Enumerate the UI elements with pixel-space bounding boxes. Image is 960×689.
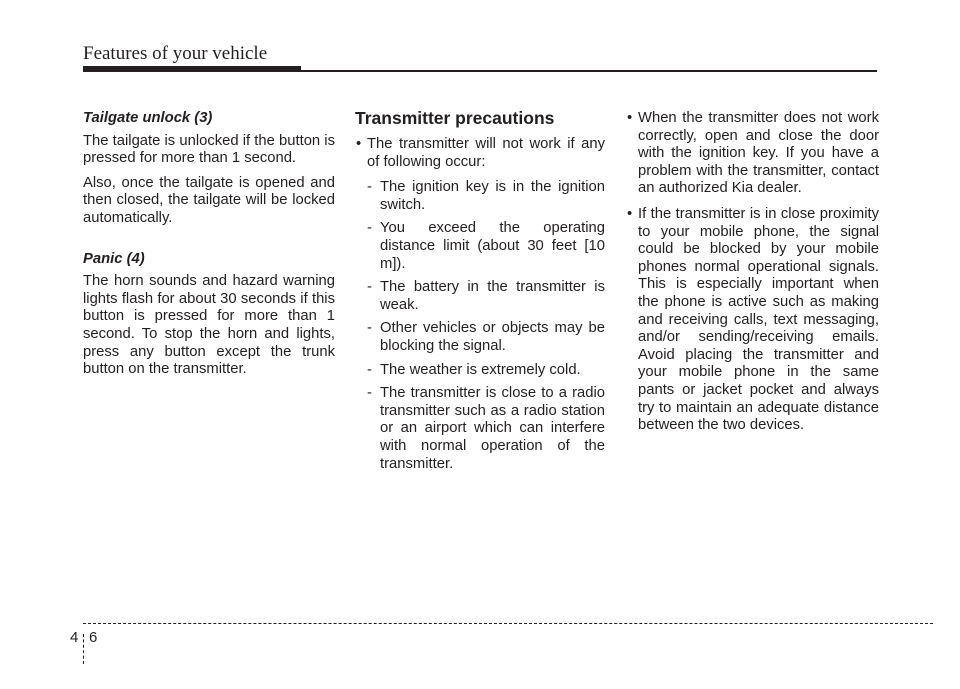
- page-number: 6: [89, 629, 98, 646]
- column-left: [83, 110, 335, 386]
- column-middle: [355, 110, 605, 479]
- paragraph-tailgate-1: The tailgate is unlocked if the button is pressed for more than 1 second.: [83, 132, 335, 167]
- subheading-tailgate-unlock: Tailgate unlock (3): [83, 110, 213, 126]
- bullet-text: If the transmitter is in close proximity to your mobile phone, the signal could be blocked by your mobile phones normal operational signals. This is especially important when the phone is active such as making and receiving calls, text messaging, and/or sending/receiving emails. Avoid placing the transmitter and your mobile phone in the same pants or jacket pocket and always try to maintain an adequate distance between the two devices.: [638, 205, 879, 434]
- bullet-item: [626, 110, 879, 198]
- dash-text: Other vehicles or objects may be blocking the signal.: [380, 320, 605, 354]
- bullet-item: [355, 136, 605, 171]
- dash-icon: -: [367, 361, 372, 378]
- bullet-text: The transmitter will not work if any of following occur:: [367, 136, 605, 170]
- bullet-icon: •: [356, 136, 362, 152]
- paragraph-tailgate-2: Also, once the tailgate is opened and then closed, the tailgate will be locked automatically.: [83, 174, 335, 226]
- section-number: 4: [70, 629, 79, 646]
- dash-icon: -: [367, 385, 372, 402]
- dash-text: The ignition key is in the ignition switch.: [380, 179, 605, 213]
- dash-item: [355, 220, 605, 273]
- bullet-icon: •: [627, 205, 633, 222]
- page-header-title: Features of your vehicle: [83, 43, 268, 64]
- dash-item: [355, 279, 605, 314]
- dash-item: [355, 179, 605, 214]
- dash-icon: -: [367, 220, 372, 237]
- dash-item: [355, 385, 605, 473]
- footer-divider: [83, 634, 84, 664]
- dash-item: [355, 362, 605, 380]
- dash-text: The battery in the transmitter is weak.: [380, 279, 605, 313]
- column-right: [626, 110, 879, 443]
- subheading-panic: Panic (4): [83, 250, 145, 267]
- dash-icon: -: [367, 179, 372, 196]
- dash-text: You exceed the operating distance limit (about 30 feet [10 m]).: [380, 220, 605, 272]
- header-rule: [301, 70, 877, 72]
- dash-text: The weather is extremely cold.: [380, 361, 581, 378]
- bullet-text: When the transmitter does not work correctly, open and close the door with the ignition key. If you have a problem with the transmitter, contact an authorized Kia dealer.: [638, 110, 879, 197]
- bullet-item: [626, 206, 879, 435]
- dash-icon: -: [367, 279, 372, 296]
- dash-icon: -: [367, 320, 372, 337]
- bullet-icon: •: [627, 110, 633, 126]
- paragraph-panic: The horn sounds and hazard warning lights flash for about 30 seconds if this button is pressed for more than 1 second. To stop the horn and lights, press any button except the trunk button on the transmitter.: [83, 273, 335, 378]
- section-title-transmitter-precautions: Transmitter precautions: [355, 108, 555, 128]
- header-thick-bar: [83, 66, 301, 72]
- footer-dashed-rule: [83, 623, 933, 624]
- dash-item: [355, 320, 605, 355]
- dash-text: The transmitter is close to a radio transmitter such as a radio station or an airport which can interfere with normal operation of the transmitter.: [380, 385, 605, 472]
- spacer: [83, 235, 335, 251]
